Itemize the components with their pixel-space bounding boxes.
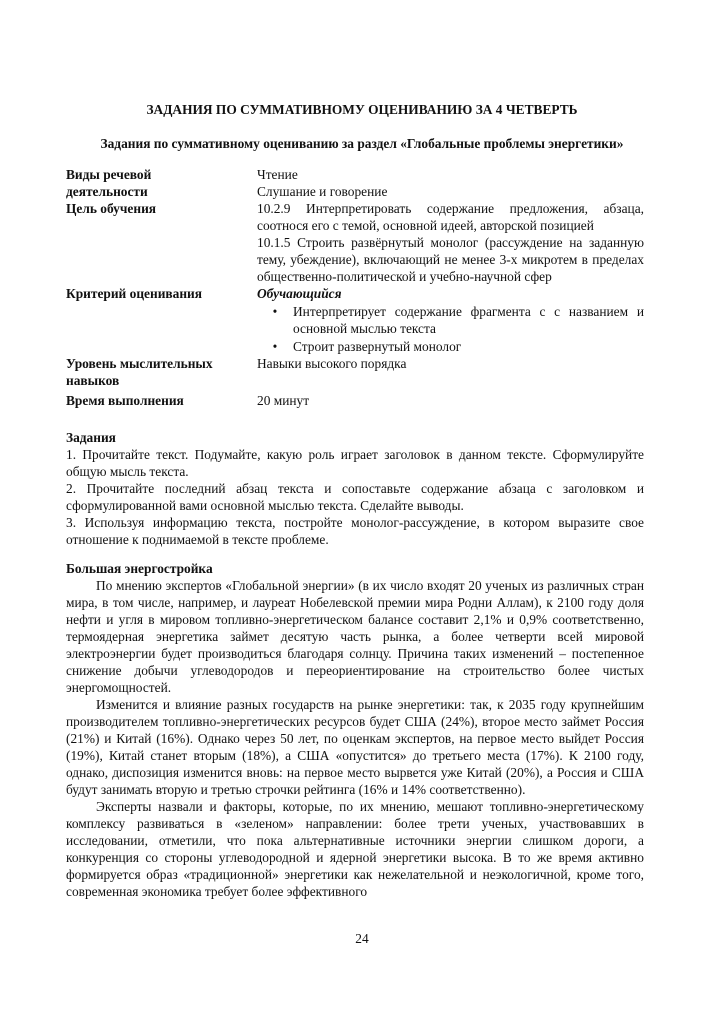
level-label: [66, 355, 247, 389]
time-label: Время выполнения: [66, 393, 184, 408]
page-number: 24: [355, 931, 369, 946]
article-section: [66, 560, 644, 900]
task-item-2: 2. Прочитайте последний абзац текста и сопоставьте содержание абзаца с заголовком и сформулированной вами основной мыслью текста. Сделайте выводы.: [66, 481, 644, 513]
article-title: Большая энергостройка: [66, 561, 213, 576]
bullet-icon: •: [272, 304, 278, 319]
activity-values: [257, 166, 644, 200]
goal-label: Цель обучения: [66, 201, 157, 216]
criteria-item: [257, 303, 644, 337]
criteria-item-text: Строит развернутый монолог: [293, 339, 462, 354]
level-label-line-2: навыков: [66, 373, 120, 388]
criteria-label: Критерий оценивания: [66, 286, 203, 301]
activity-value-listening: Слушание и говорение: [257, 184, 388, 199]
goal-values: [257, 200, 644, 285]
criteria-item-text: Интерпретирует содержание фрагмента с с названием и основной мыслью текста: [293, 304, 644, 336]
activity-row: [66, 166, 644, 200]
task-item-3: 3. Используя информацию текста, постройте монолог-рассуждение, в котором выразите свое отношение к поднимаемой в тексте проблеме.: [66, 515, 644, 547]
article-paragraph-3: Эксперты назвали и факторы, которые, по их мнению, мешают топливно-энергетическому комплексу развиваться в «зеленом» направлении: более трети ученых, участвовавших в исследовании, отметили, что пока альтернативные источники энергии слишком дороги, а конкуренция со стороны углеводородной и ядерной энергетики высока. В то же время активно формируется образ «традиционной» энергетики как нежелательной и неэкологичной, кроме того, современная экономика требует более эффективного: [66, 799, 644, 899]
bullet-icon: •: [272, 339, 278, 354]
goal-value-1: 10.2.9 Интерпретировать содержание предложения, абзаца, соотнося его с темой, основной идеей, авторской позицией: [257, 201, 644, 233]
criteria-values: [257, 285, 644, 355]
task-item-1: 1. Прочитайте текст. Подумайте, какую роль играет заголовок в данном тексте. Сформулируйте общую мысль текста.: [66, 447, 644, 479]
document-title: ЗАДАНИЯ ПО СУММАТИВНОМУ ОЦЕНИВАНИЮ ЗА 4 ЧЕТВЕРТЬ: [146, 102, 578, 117]
level-value: Навыки высокого порядка: [257, 356, 407, 371]
activity-label-line-1: Виды речевой: [66, 167, 152, 182]
goal-row: [66, 200, 644, 285]
criteria-item: [257, 338, 644, 355]
document-subtitle: Задания по суммативному оцениванию за раздел «Глобальные проблемы энергетики»: [100, 136, 624, 151]
activity-value-reading: Чтение: [257, 167, 298, 182]
criteria-row: [66, 285, 644, 355]
activity-label-line-2: деятельности: [66, 184, 148, 199]
time-value: 20 минут: [257, 393, 310, 408]
time-row: [66, 392, 644, 409]
goal-value-2: 10.1.5 Строить развёрнутый монолог (рассуждение на заданную тему, убеждение), включающий не менее 3-х микротем в пределах общественно-политической и учебно-научной сфер: [257, 235, 644, 284]
level-label-line-1: Уровень мыслительных: [66, 356, 213, 371]
article-paragraph-1: По мнению экспертов «Глобальной энергии» (в их число входят 20 ученых из различных стран мира, в том числе, например, и лауреат Нобелевской премии мира Родни Аллам), к 2100 году доля нефти и угля в мировом топливно-энергетическом балансе составит 2,1% и 0,9% соответственно, термоядерная энергетика займет десятую часть рынка, а более четверти всей мировой электроэнергии будет производиться благодаря солнцу. Причина таких изменений – постепенное снижение добычи углеводородов и переориентирование на строительство более чистых энергомощностей.: [66, 578, 644, 695]
level-row: [66, 355, 644, 389]
article-paragraph-2: Изменится и влияние разных государств на рынке энергетики: так, к 2035 году крупнейшим производителем топливно-энергетических ресурсов будет США (24%), второе место займет Россия (21%) и Китай (16%). Однако через 50 лет, по оценкам экспертов, на первое место выйдет Россия (19%), Китай станет вторым (18%), а США «опустится» до третьего места (17%). К 2100 году, однако, диспозиция изменится вновь: на первое место вырвется уже Китай (20%), а Россия и США будут занимать вторую и третью строчки рейтинга (16% и 14% соответственно).: [66, 697, 644, 797]
tasks-section: [66, 429, 644, 548]
assessment-info-table: [66, 166, 644, 409]
activity-label: [66, 166, 247, 200]
criteria-heading: Обучающийся: [257, 286, 342, 301]
tasks-heading: Задания: [66, 430, 116, 445]
